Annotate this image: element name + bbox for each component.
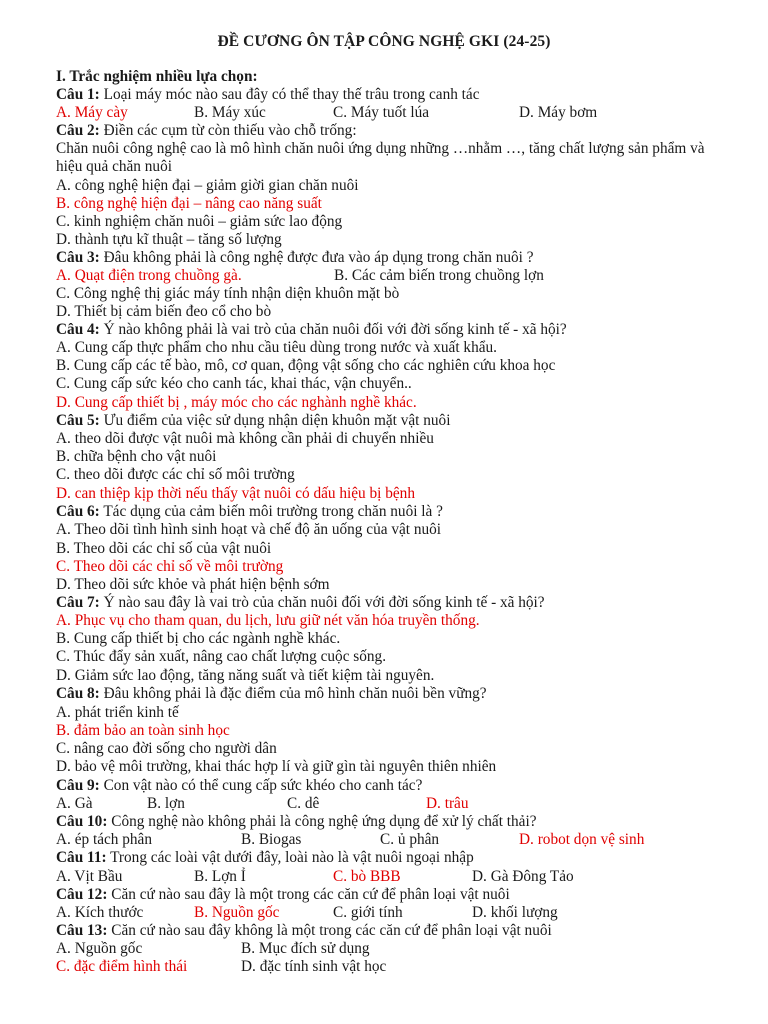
option: B. chữa bệnh cho vật nuôi <box>56 448 217 465</box>
answer-option: D. trâu <box>426 795 469 812</box>
question-label: Câu 10: <box>56 813 108 830</box>
option: C. giới tính <box>333 904 403 921</box>
option: D. Giảm sức lao động, tăng năng suất và tiết kiệm tài nguyên. <box>56 667 435 684</box>
answer-option: A. Phục vụ cho tham quan, du lịch, lưu giữ nét văn hóa truyền thống. <box>56 612 480 629</box>
question-text: Con vật nào có thể cung cấp sức khéo cho canh tác? <box>99 777 423 794</box>
question-label: Câu 1: <box>56 86 100 103</box>
options-row <box>56 940 756 958</box>
option: D. Máy bơm <box>519 104 598 121</box>
question-3 <box>56 249 534 267</box>
option: B. Máy xúc <box>194 104 266 121</box>
option: C. Máy tuốt lúa <box>333 104 430 121</box>
option: D. khối lượng <box>472 904 558 921</box>
question-text: Công nghệ nào không phải là công nghệ ứng dụng để xử lý chất thải? <box>107 813 537 830</box>
option: A. ép tách phân <box>56 831 152 848</box>
option: D. đặc tính sinh vật học <box>241 958 387 975</box>
question-5 <box>56 412 450 430</box>
option: B. Lợn Ỉ <box>194 868 246 885</box>
question-6 <box>56 503 443 521</box>
question-2 <box>56 122 357 140</box>
option: C. kinh nghiệm chăn nuôi – giảm sức lao động <box>56 213 343 230</box>
option: A. công nghệ hiện đại – giảm giời gian chăn nuôi <box>56 177 359 194</box>
answer-option: D. can thiệp kịp thời nếu thấy vật nuôi có dấu hiệu bị bệnh <box>56 485 415 502</box>
options-row <box>56 958 756 976</box>
option: A. Theo dõi tình hình sinh hoạt và chế độ ăn uống của vật nuôi <box>56 521 442 538</box>
document-title: ĐỀ CƯƠNG ÔN TẬP CÔNG NGHỆ GKI (24-25) <box>217 33 551 50</box>
question-label: Câu 12: <box>56 886 108 903</box>
option: C. nâng cao đời sống cho người dân <box>56 740 277 757</box>
question-text: Đâu không phải là công nghệ được đưa vào áp dụng trong chăn nuôi ? <box>99 249 534 266</box>
answer-option: A. Quạt điện trong chuồng gà. <box>56 267 242 284</box>
option: B. lợn <box>147 795 185 812</box>
answer-option: B. Nguồn gốc <box>194 904 280 921</box>
option: A. Cung cấp thực phẩm cho nhu cầu tiêu dùng trong nước và xuất khẩu. <box>56 339 497 356</box>
question-text: Ý nào sau đây là vai trò của chăn nuôi đối với đời sống kinh tế - xã hội? <box>99 594 545 611</box>
option: B. Theo dõi các chỉ số của vật nuôi <box>56 540 272 557</box>
option: A. Vịt Bầu <box>56 868 123 885</box>
question-11 <box>56 849 474 867</box>
answer-option: C. Theo dõi các chỉ số về môi trường <box>56 558 284 575</box>
option: A. Kích thước <box>56 904 144 921</box>
question-label: Câu 2: <box>56 122 100 139</box>
option: D. thành tựu kĩ thuật – tăng số lượng <box>56 231 282 248</box>
answer-option: D. robot dọn vệ sinh <box>519 831 645 848</box>
section-heading: I. Trắc nghiệm nhiều lựa chọn: <box>56 68 258 85</box>
question-text: Trong các loài vật dưới đây, loài nào là vật nuôi ngoại nhập <box>106 849 474 866</box>
answer-option: C. đặc điểm hình thái <box>56 958 188 975</box>
question-label: Câu 4: <box>56 321 100 338</box>
question-text: Tác dụng của cảm biến môi trường trong chăn nuôi là ? <box>99 503 443 520</box>
question-12 <box>56 886 510 904</box>
question-8 <box>56 685 487 703</box>
option: C. dê <box>287 795 320 812</box>
options-row <box>56 104 756 122</box>
options-row <box>56 868 756 886</box>
question-text: Ý nào không phải là vai trò của chăn nuôi đối với đời sống kinh tế - xã hội? <box>99 321 567 338</box>
options-row <box>56 267 756 285</box>
question-label: Câu 9: <box>56 777 100 794</box>
question-label: Câu 3: <box>56 249 100 266</box>
option: A. phát triển kinh tế <box>56 704 179 721</box>
answer-option: C. bò BBB <box>333 868 401 885</box>
answer-option: B. công nghệ hiện đại – nâng cao năng suất <box>56 195 322 212</box>
question-text: Căn cứ nào sau đây là một trong các căn cứ để phân loại vật nuôi <box>107 886 510 903</box>
option: A. Nguồn gốc <box>56 940 143 957</box>
option: D. Theo dõi sức khỏe và phát hiện bệnh sớm <box>56 576 330 593</box>
answer-option: D. Cung cấp thiết bị , máy móc cho các nghành nghề khác. <box>56 394 417 411</box>
question-text: Loại máy móc nào sau đây có thể thay thế trâu trong canh tác <box>99 86 480 103</box>
option: B. Cung cấp thiết bị cho các ngành nghề khác. <box>56 630 341 647</box>
options-row <box>56 831 756 849</box>
question-7 <box>56 594 545 612</box>
question-9 <box>56 777 422 795</box>
option: D. bảo vệ môi trường, khai thác hợp lí và giữ gìn tài nguyên thiên nhiên <box>56 758 497 775</box>
question-text: Đâu không phải là đặc điểm của mô hình chăn nuôi bền vững? <box>99 685 487 702</box>
option: C. ủ phân <box>380 831 440 848</box>
options-row <box>56 795 756 813</box>
question-label: Câu 11: <box>56 849 107 866</box>
option: C. Thúc đẩy sản xuất, nâng cao chất lượng cuộc sống. <box>56 648 387 665</box>
option: C. theo dõi được các chỉ số môi trường <box>56 466 295 483</box>
question-text: Căn cứ nào sau đây không là một trong các căn cứ để phân loại vật nuôi <box>107 922 552 939</box>
question-10 <box>56 813 537 831</box>
option: A. theo dõi được vật nuôi mà không cần phải di chuyển nhiều <box>56 430 434 447</box>
question-1 <box>56 86 480 104</box>
option: B. Các cảm biến trong chuồng lợn <box>334 267 544 284</box>
question-4 <box>56 321 567 339</box>
question-13 <box>56 922 552 940</box>
question-label: Câu 8: <box>56 685 100 702</box>
question-body: Chăn nuôi công nghệ cao là mô hình chăn nuôi ứng dụng những …nhằm …, tăng chất lượng sản phẩm và hiệu quả chăn nuôi <box>56 140 705 175</box>
answer-option: B. đảm bảo an toàn sinh học <box>56 722 230 739</box>
question-label: Câu 7: <box>56 594 100 611</box>
question-label: Câu 5: <box>56 412 100 429</box>
question-text: Ưu điểm của việc sử dụng nhận diện khuôn mặt vật nuôi <box>99 412 451 429</box>
options-row <box>56 904 756 922</box>
option: C. Công nghệ thị giác máy tính nhận diện khuôn mặt bò <box>56 285 400 302</box>
option: B. Biogas <box>241 831 302 848</box>
option: C. Cung cấp sức kéo cho canh tác, khai thác, vận chuyển.. <box>56 375 412 392</box>
question-label: Câu 13: <box>56 922 108 939</box>
option: D. Gà Đông Tảo <box>472 868 574 885</box>
question-text: Điền các cụm từ còn thiếu vào chỗ trống: <box>99 122 357 139</box>
option: B. Cung cấp các tế bào, mô, cơ quan, động vật sống cho các nghiên cứu khoa học <box>56 357 556 374</box>
option: D. Thiết bị cảm biến đeo cổ cho bò <box>56 303 272 320</box>
option: B. Mục đích sử dụng <box>241 940 370 957</box>
answer-option: A. Máy cày <box>56 104 128 121</box>
question-label: Câu 6: <box>56 503 100 520</box>
option: A. Gà <box>56 795 93 812</box>
